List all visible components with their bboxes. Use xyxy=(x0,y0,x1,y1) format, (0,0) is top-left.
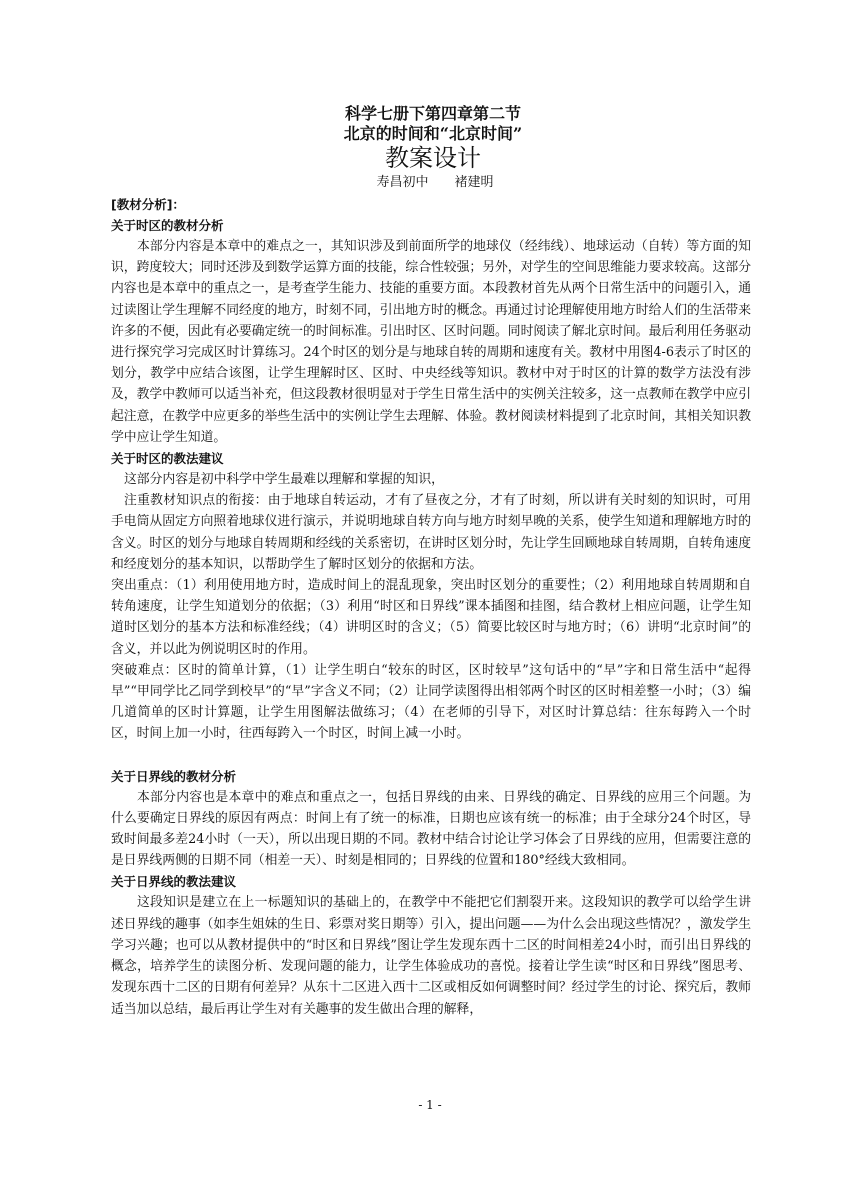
paragraph-rijie-analysis: 本部分内容也是本章中的难点和重点之一，包括日界线的由来、日界线的确定、日界线的应用三个问题。为什么要确定日界线的原因有两点：时间上有了统一的标准，日期也应该有统一的标准；由于全球分24个时区，导致时间最多差24小时（一天），所以出现日期的不同。教材中结合讨论让学习体会了日界线的应用，但需要注意的是日界线两侧的日期不同（相差一天）、时刻是相同的；日界线的位置和180°经线大致相同。 xyxy=(111,789,751,869)
title-line-1: 科学七册下第四章第二节 xyxy=(344,104,521,123)
spacer xyxy=(111,745,751,766)
heading-rijie-method: 关于日界线的教法建议 xyxy=(111,874,237,890)
paragraph-shiqu-method-1: 这部分内容是初中科学中学生最难以理解和掌握的知识， xyxy=(124,472,444,488)
heading-shiqu-method: 关于时区的教法建议 xyxy=(111,451,224,467)
page-number: - 1 - xyxy=(418,1098,442,1112)
paragraph-rijie-method: 这段知识是建立在上一标题知识的基础上的，在教学中不能把它们割裂开来。这段知识的教学可以给学生讲述日界线的趣事（如李生姐妹的生日、彩票对奖日期等）引入，提出问题——为什么会出现这些情况？，激发学生学习兴趣；也可以从教材提供中的“时区和日界线”图让学生发现东西十二区的时间相差24小时，而引出日界线的概念，培养学生的读图分析、发现问题的能力，让学生体验成功的喜悦。接着让学生读“时区和日界线”图思考、发现东西十二区的日期有何差异？从东十二区进入西十二区或相反如何调整时间？经过学生的讨论、探究后，教师适当加以总结，最后再让学生对有关趣事的发生做出合理的解释， xyxy=(111,895,751,1017)
paragraph-shiqu-method-3: 突出重点：（1）利用使用地方时，造成时间上的混乱现象，突出时区划分的重要性；（2）利用地球自转周期和自转角速度，让学生知道划分的依据；（3）利用“时区和日界线”课本插图和挂图，结合教材上相应问题，让学生知道时区划分的基本方法和标准经线；（4）讲明区时的含义；（5）简要比较区时与地方时；（6）讲明“北京时间”的含义，并以此为例说明区时的作用。 xyxy=(111,578,751,657)
paragraph-shiqu-method-2: 注重教材知识点的衔接：由于地球自转运动，才有了昼夜之分，才有了时刻，所以讲有关时刻的知识时，可用手电筒从固定方向照着地球仪进行演示，并说明地球自转方向与地方时刻早晚的关系，使学生知道和理解地方时的含义。时区的划分与地球自转周期和经线的关系密切，在讲时区划分时，先让学生回顾地球自转周期，自转角速度和经度划分的基本知识，以帮助学生了解时区划分的依据和方法。 xyxy=(111,493,751,572)
heading-rijie-analysis: 关于日界线的教材分析 xyxy=(111,768,237,784)
document-page xyxy=(111,104,751,1020)
paragraph-shiqu-analysis: 本部分内容是本章中的难点之一，其知识涉及到前面所学的地球仪（经纬线）、地球运动（自转）等方面的知识，跨度较大；同时还涉及到数学运算方面的技能，综合性较强；另外，对学生的空间思维能力要求较高。这部分内容也是本章中的重点之一，是考查学生能力、技能的重要方面。本段教材首先从两个日常生活中的问题引入，通过读图让学生理解不同经度的地方，时刻不同，引出地方时的概念。再通过讨论理解使用地方时给人们的生活带来许多的不便，因此有必要确定统一的时间标准。引出时区、区时问题。同时阅读了解北京时间。最后利用任务驱动进行探究学习完成区时计算练习。24个时区的划分是与地球自转的周期和速度有关。教材中用图4-6表示了时区的划分，教学中应结合该图，让学生理解时区、区时、中央经线等知识。教材中对于时区的计算的数学方法没有涉及，教学中教师可以适当补充，但这段教材很明显对于学生日常生活中的实例关注较多，这一点教师在教学中应引起注意，在教学中应更多的举些生活中的实例让学生去理解、体验。教材阅读材料提到了北京时间，其相关知识教学中应让学生知道。 xyxy=(111,239,751,445)
author-line: 寿昌初中 褚建明 xyxy=(376,175,494,190)
heading-shiqu-analysis: 关于时区的教材分析 xyxy=(111,218,224,233)
title-line-3: 教案设计 xyxy=(385,144,481,172)
title-line-2: 北京的时间和“北京时间” xyxy=(343,124,523,143)
paragraph-shiqu-method-4: 突破难点：区时的简单计算，（1）让学生明白“较东的时区，区时较早”这句话中的“早”字和日常生活中“起得早”“甲同学比乙同学到校早”的“早”字含义不同；（2）让同学读图得出相邻两个时区的区时相差整一小时；（3）编几道简单的区时计算题，让学生用图解法做练习；（4）在老师的引导下，对区时计算总结：往东每跨入一个时区，时间上加一小时，往西每跨入一个时区，时间上减一小时。 xyxy=(111,662,751,742)
section-label-jiaocai: [教材分析]： xyxy=(111,197,185,212)
